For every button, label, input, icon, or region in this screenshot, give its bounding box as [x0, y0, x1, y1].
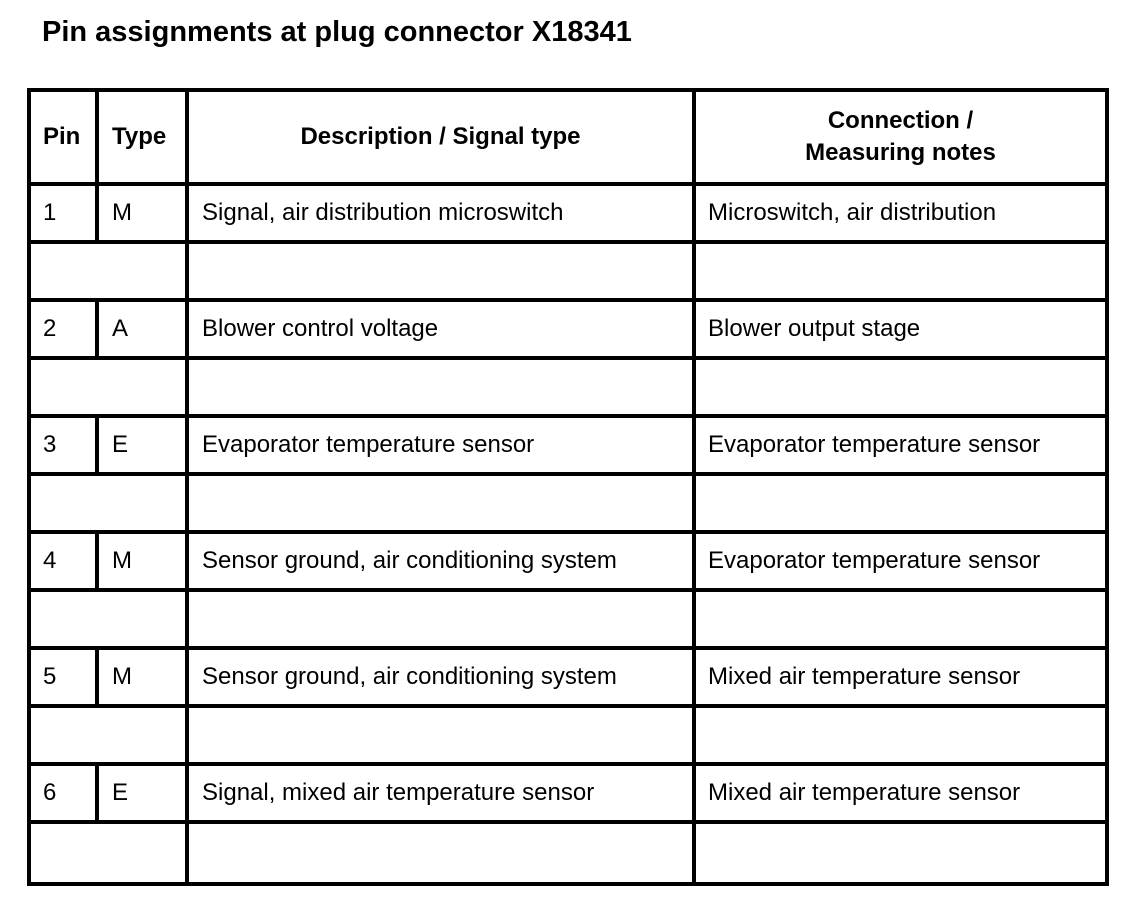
header-connection	[696, 92, 1105, 186]
table-row	[31, 302, 1105, 360]
connection-cell: Microswitch, air distribution	[696, 186, 1105, 244]
spacer-cell	[189, 244, 696, 302]
spacer-cell	[696, 824, 1105, 882]
spacer-cell	[31, 824, 189, 882]
spacer-row	[31, 360, 1105, 418]
spacer-cell	[696, 244, 1105, 302]
spacer-cell	[189, 360, 696, 418]
spacer-cell	[696, 476, 1105, 534]
spacer-row	[31, 824, 1105, 882]
description-cell: Evaporator temperature sensor	[189, 418, 696, 476]
spacer-cell	[696, 360, 1105, 418]
header-connection-line2: Measuring notes	[805, 139, 996, 166]
pin-cell: 4	[31, 534, 99, 592]
spacer-cell	[696, 592, 1105, 650]
connection-cell: Mixed air temperature sensor	[696, 650, 1105, 708]
spacer-cell	[31, 360, 189, 418]
spacer-row	[31, 592, 1105, 650]
header-connection-line1: Connection /	[827, 107, 974, 134]
pin-cell: 1	[31, 186, 99, 244]
table-row	[31, 186, 1105, 244]
description-cell: Blower control voltage	[189, 302, 696, 360]
type-cell: E	[99, 418, 189, 476]
table-row	[31, 650, 1105, 708]
connection-cell: Evaporator temperature sensor	[696, 418, 1105, 476]
connection-cell: Blower output stage	[696, 302, 1105, 360]
spacer-cell	[31, 244, 189, 302]
table-row	[31, 418, 1105, 476]
pin-cell: 6	[31, 766, 99, 824]
type-cell: M	[99, 534, 189, 592]
spacer-cell	[189, 592, 696, 650]
pin-cell: 3	[31, 418, 99, 476]
spacer-cell	[189, 476, 696, 534]
page-title: Pin assignments at plug connector X18341	[42, 16, 632, 48]
table-header-row	[31, 92, 1105, 186]
type-cell: E	[99, 766, 189, 824]
table-row	[31, 766, 1105, 824]
type-cell: M	[99, 186, 189, 244]
description-cell: Sensor ground, air conditioning system	[189, 534, 696, 592]
spacer-row	[31, 708, 1105, 766]
table-row	[31, 534, 1105, 592]
description-cell: Signal, mixed air temperature sensor	[189, 766, 696, 824]
connection-cell: Evaporator temperature sensor	[696, 534, 1105, 592]
header-pin: Pin	[31, 92, 99, 186]
spacer-cell	[189, 708, 696, 766]
header-type: Type	[99, 92, 189, 186]
pin-cell: 5	[31, 650, 99, 708]
description-cell: Sensor ground, air conditioning system	[189, 650, 696, 708]
spacer-cell	[31, 592, 189, 650]
spacer-row	[31, 244, 1105, 302]
description-cell: Signal, air distribution microswitch	[189, 186, 696, 244]
spacer-cell	[31, 476, 189, 534]
header-description: Description / Signal type	[189, 92, 696, 186]
spacer-cell	[31, 708, 189, 766]
pin-cell: 2	[31, 302, 99, 360]
spacer-cell	[189, 824, 696, 882]
spacer-cell	[696, 708, 1105, 766]
type-cell: M	[99, 650, 189, 708]
pin-assignment-table	[27, 88, 1109, 886]
spacer-row	[31, 476, 1105, 534]
type-cell: A	[99, 302, 189, 360]
connection-cell: Mixed air temperature sensor	[696, 766, 1105, 824]
